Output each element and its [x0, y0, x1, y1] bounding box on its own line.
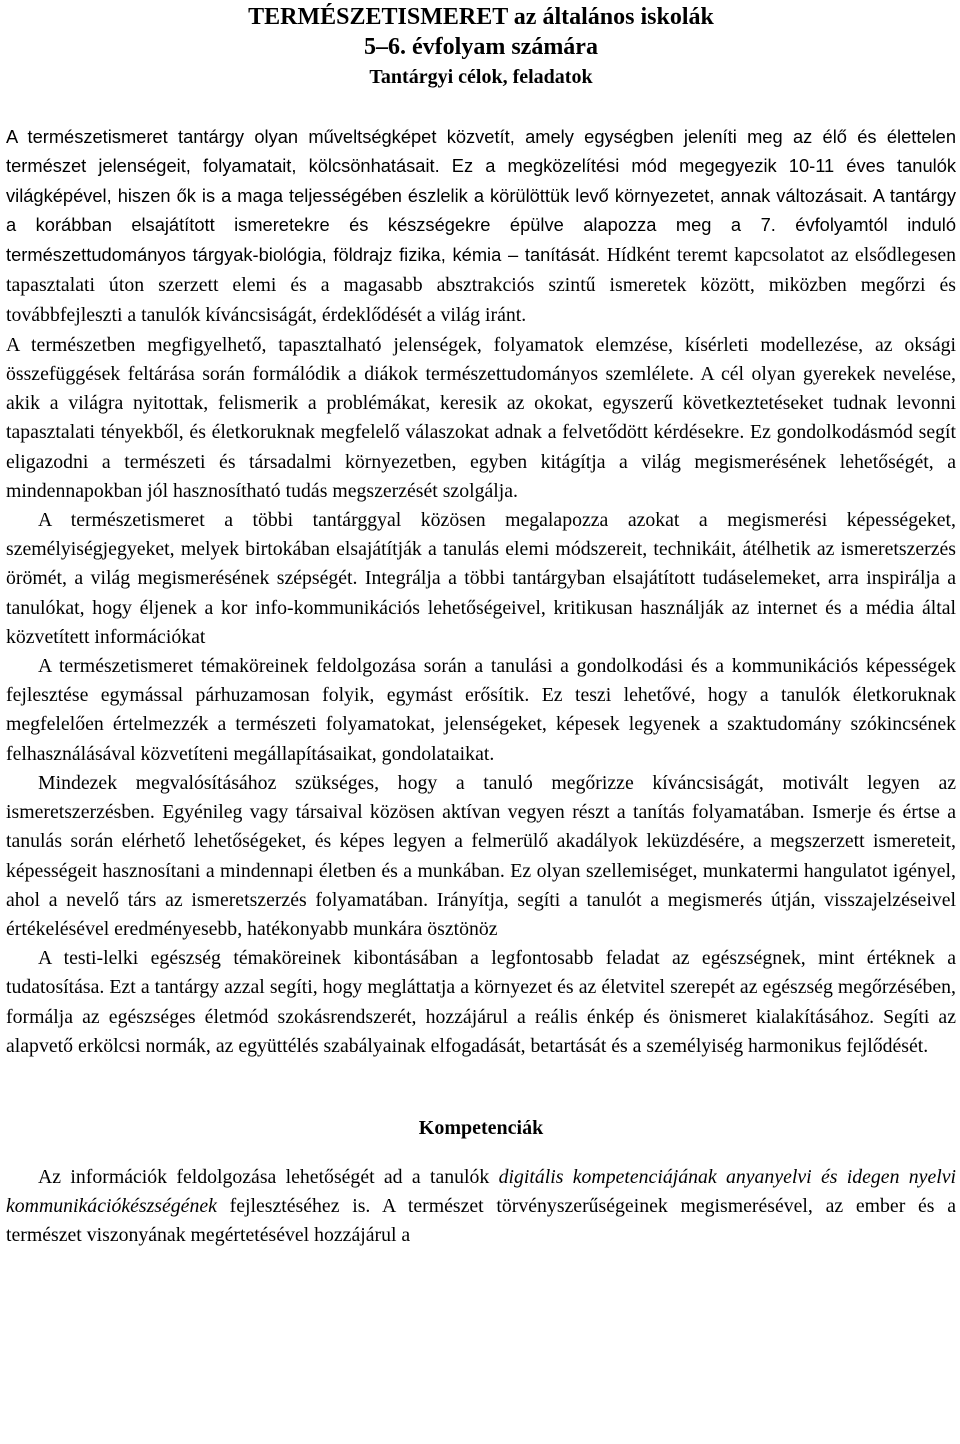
- body-paragraph-1: A természetben megfigyelhető, tapasztalható jelenségek, folyamatok elemzése, kísérleti modellezése, az oksági összefüggések feltárása során formálódik a diákok természettudományos szemlélete. A cél olyan gyerekek nevelése, akik a világra nyitottak, felismerik a problémákat, keresik az okokat, egyszerű következtetéseket tudnak levonni tapasztalati tényekből, és életkoruknak megfelelő válaszokat adnak a felvetődött kérdésekre. Ez gondolkodásmód segít eligazodni a természeti és társadalmi környezetben, egyben kitágítja a világ megismerésének lehetőségét, a mindennapokban jól hasznosítható tudás megszerzését szolgálja.: [6, 333, 956, 502]
- intro-text-serif: Hídként teremt kapcsolatot az elsődlegesen tapasztalati úton szerzett elemi és a magasabb absztrakciós szintű ismeretek között, miközben megőrzi és továbbfejleszti a tanulók kíváncsiságát, érdeklődését a világ iránt.: [6, 243, 957, 327]
- document-header: [6, 2, 956, 92]
- document-page: [6, 2, 956, 1251]
- competences-text-c: fejlesztéséhez is. A természet törvényszerűségeinek megismerésével, az ember és a természet viszonyának megértetésével hozzájárul a: [6, 1195, 956, 1247]
- section-heading-competences: Kompetenciák: [418, 1116, 544, 1139]
- competences-italic-text: digitális kompetenciájának anyanyelvi és idegen nyelvi kommunikációkészségének: [6, 1165, 956, 1218]
- body-paragraph-2: A természetismeret a többi tantárggyal közösen megalapozza azokat a megismerési képességeket, személyiségjegyeket, melyek birtokában elsajátítják a tanulás elemi módszereit, technikáit, átélhetik az ismeretszerzés örömét, a világ megismerésének szépségét. Integrálja a többi tantárgyban elsajátított tudáselemeket, arra inspirálja a tanulókat, hogy éljenek a kor info-kommunikációs lehetőségeivel, kritikusan használják az internet és a média által közvetített információkat: [6, 509, 956, 648]
- document-subtitle: Tantárgyi célok, feladatok: [369, 66, 593, 88]
- body-paragraph-3: A természetismeret témaköreinek feldolgozása során a tanulási a gondolkodási és a kommunikációs képességek fejlesztése egymással párhuzamosan folyik, egymást erősítik. Ez teszi lehetővé, hogy a tanulók életkoruknak megfelelően értelmezzék a természeti folyamatokat, jelenségeket, képesek legyenek a szaktudomány szókincsének felhasználásával közvetíteni megállapításaikat, gondolataikat.: [6, 655, 956, 765]
- spacer: [6, 92, 956, 122]
- document-title: TERMÉSZETISMERET az általános iskolák: [248, 4, 714, 30]
- intro-text-sans: A természetismeret tantárgy olyan műveltségképet közvetít, amely egységben jeleníti meg az élő és élettelen természet jelenségeit, folyamatait, kölcsönhatásait. Ez a megközelítési mód megegyezik 10-11 éves tanulók világképével, hiszen ők is a maga teljességében észlelik a körülöttük levő környezetet, annak változásait. A tantárgy a korábban elsajátított ismeretekre és készségekre épülve alapozza meg a 7. évfolyamtól induló természettudományos tárgyak-biológia, földrajz fizika, kémia – tanítását.: [6, 126, 956, 265]
- body-paragraph-4: Mindezek megvalósításához szükséges, hogy a tanuló megőrizze kíváncsiságát, motivált legyen az ismeretszerzésben. Egyénileg vagy társaival közösen aktívan vegyen részt a tanítás folyamatában. Ismerje és értse a tanulás során elérhető lehetőségeket, és képes legyen a felmerülő akadályok leküzdésére, a megszerzett ismereteit, képességeit hasznosítani a mindennapi életben és a munkában. Ez olyan szellemiséget, munkatermi hangulatot igényel, ahol a nevelő társ az ismeretszerzés folyamatában. Irányítja, segíti a tanulót a megismerés útján, visszajelzéseivel értékelésével eredményesebb, hatékonyabb munkára ösztönöz: [6, 771, 956, 940]
- intro-paragraph: [6, 122, 956, 331]
- document-title-grade: 5–6. évfolyam számára: [364, 34, 598, 60]
- body-paragraph-5: A testi-lelki egészség témaköreinek kibontásában a legfontosabb feladat az egészségnek, mint értéknek a tudatosítása. Ezt a tantárgy azzal segíti, hogy megláttatja a környezet és az életvitel szerepét az egészség megőrzésében, formálja az egészséges életmód szokásrendszerét, hozzájárul a reális énkép és önismeret kialakításához. Segíti az alapvető erkölcsi normák, az együttélés szabályainak elfogadását, betartását és a személyiség harmonikus fejlődését.: [6, 947, 956, 1057]
- competences-text-a: Az információk feldolgozása lehetőségét ad a tanulók: [38, 1165, 499, 1188]
- competences-paragraph: [6, 1163, 956, 1251]
